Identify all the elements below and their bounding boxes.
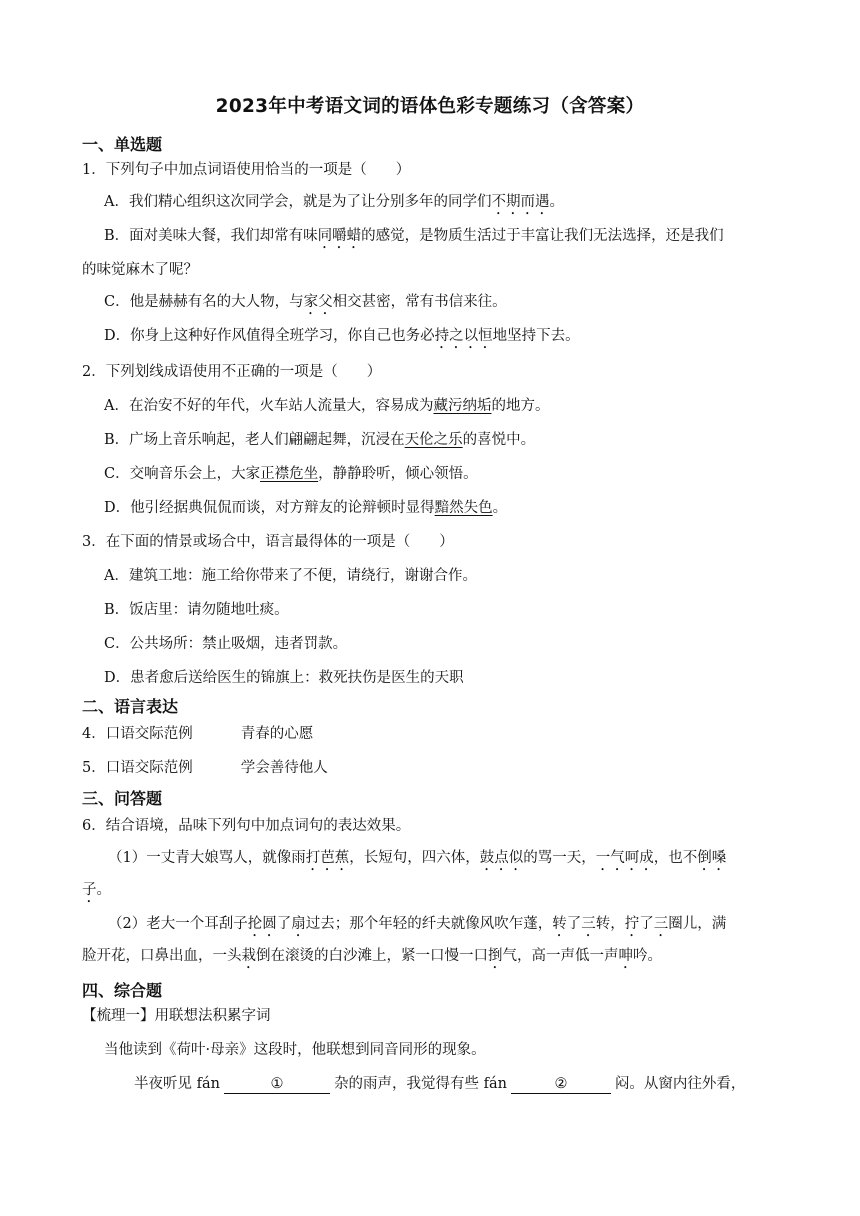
- dotted-word: 家父: [303, 294, 333, 310]
- passage-text: （1）一丈青大娘骂人，就像雨: [108, 850, 306, 866]
- passage-text: 圈儿，满: [668, 916, 727, 932]
- question-2-option-b: [104, 430, 535, 450]
- option-text: 。: [492, 500, 508, 516]
- page-title: 2023年中考语文词的语体色彩专题练习（含答案）: [215, 96, 645, 117]
- dotted-word: 三: [581, 916, 596, 932]
- dotted-word: 子: [82, 882, 97, 898]
- dotted-word: 捯: [488, 948, 503, 964]
- question-1-option-d: [104, 326, 580, 352]
- passage-text: 。: [96, 882, 111, 898]
- option-text: 的感觉，是物质生活过于丰富让我们无法选择，还是我们: [361, 228, 724, 244]
- section-heading-single-choice: 一、单选题: [82, 135, 163, 154]
- dotted-word: 一气呵成: [595, 850, 654, 866]
- option-text: 的地方。: [491, 398, 550, 414]
- option-text: B．面对美味大餐，我们却常有味: [104, 228, 318, 244]
- passage-text: 的骂一天，: [523, 850, 596, 866]
- comprehensive-fill-in-line: [134, 1074, 745, 1094]
- question-1-option-b-continued: 的味觉麻木了呢？: [82, 262, 198, 278]
- underlined-idiom: 黯然失色: [434, 500, 493, 516]
- question-6-passage-1-continued: [82, 880, 111, 906]
- option-text: ，静静聆听，倾心领悟。: [318, 466, 478, 482]
- underlined-idiom: 正襟危坐: [260, 466, 319, 482]
- passage-text: （2）老大一个耳刮子: [108, 916, 248, 932]
- passage-text: 吟。: [633, 948, 662, 964]
- dotted-word: 三: [653, 916, 669, 932]
- passage-text: 倒在滚烫的白沙滩上，紧一口慢一口: [256, 948, 488, 964]
- option-text: C．交响音乐会上，大家: [104, 466, 261, 482]
- question-2-option-a: [104, 396, 549, 416]
- dotted-word: 扇: [291, 916, 306, 932]
- question-3-option-a: A．建筑工地：施工给你带来了不便，请绕行，谢谢合作。: [104, 568, 477, 584]
- passage-text: ，长短句，四六体，: [349, 850, 480, 866]
- dotted-word: 同嚼蜡: [317, 228, 362, 244]
- question-topic: 学会善待他人: [240, 760, 328, 776]
- question-label: 5．口语交际范例: [82, 760, 193, 776]
- passage-text: 转，: [595, 916, 625, 932]
- dotted-word: 栽: [241, 948, 256, 964]
- blank-1[interactable]: ①: [224, 1075, 330, 1094]
- passage-text: 了: [566, 916, 582, 932]
- question-6-passage-1: [108, 848, 726, 874]
- question-6-stem: 6．结合语境，品味下列句中加点词句的表达效果。: [82, 818, 411, 834]
- underlined-idiom: 藏污纳垢: [433, 398, 492, 414]
- question-3-option-c: C．公共场所：禁止吸烟，违者罚款。: [104, 636, 348, 652]
- option-text: 地坚持下去。: [492, 328, 580, 344]
- comprehensive-intro: 当他读到《荷叶·母亲》这段时，他联想到同音同形的现象。: [104, 1042, 486, 1058]
- dotted-word: 抡圆: [247, 916, 277, 932]
- option-text: C．他是赫赫有名的大人物，与: [104, 294, 304, 310]
- section-heading-comprehensive: 四、综合题: [82, 981, 163, 1000]
- question-6-passage-2: [108, 914, 726, 940]
- question-3-option-d: D．患者愈后送给医生的锦旗上：救死扶伤是医生的天职: [104, 670, 464, 686]
- option-text: 。: [549, 194, 564, 210]
- question-1-option-c: [104, 292, 507, 318]
- question-3-stem: 3．在下面的情景或场合中，语言最得体的一项是（ ）: [82, 534, 454, 550]
- question-4: [82, 724, 313, 744]
- dotted-word: 呻: [618, 948, 633, 964]
- option-text: B．广场上音乐响起，老人们翩翩起舞，沉浸在: [104, 432, 405, 448]
- question-label: 4．口语交际范例: [82, 726, 193, 742]
- section-heading-language-expression: 二、语言表达: [82, 697, 179, 716]
- option-text: A．我们精心组织这次同学会，就是为了让分别多年的同学们: [104, 194, 492, 210]
- question-1-stem: 1．下列句子中加点词语使用恰当的一项是（ ）: [82, 162, 411, 178]
- question-6-passage-2-continued: [82, 946, 662, 972]
- passage-text: 杂的雨声，我觉得有些 fán: [333, 1076, 507, 1092]
- option-text: 相交甚密，常有书信来往。: [332, 294, 507, 310]
- dotted-word: 不期而遇: [491, 194, 550, 210]
- comprehensive-tag: 【梳理一】用联想法积累字词: [82, 1008, 271, 1024]
- question-1-option-b: [104, 226, 724, 252]
- dotted-word: 鼓点似: [479, 850, 524, 866]
- underlined-idiom: 天伦之乐: [404, 432, 463, 448]
- passage-text: 闷。从窗内往外看，: [614, 1076, 746, 1092]
- option-text: D．他引经据典侃侃而谈，对方辩友的论辩顿时显得: [104, 500, 435, 516]
- question-2-option-d: [104, 498, 507, 518]
- question-5: [82, 758, 328, 778]
- dotted-word: 转: [552, 916, 567, 932]
- question-1-option-a: [104, 192, 564, 218]
- question-topic: 青春的心愿: [240, 726, 314, 742]
- passage-text: 过去；那个年轻的纤夫就像风吹乍蓬，: [305, 916, 553, 932]
- passage-text: 气，高一声低一声: [502, 948, 619, 964]
- dotted-word: 持之以恒: [434, 328, 493, 344]
- option-text: A．在治安不好的年代，火车站人流量大，容易成为: [104, 398, 434, 414]
- dotted-word: 打芭蕉: [305, 850, 350, 866]
- dotted-word: 倒嗓: [697, 850, 727, 866]
- option-text: D．你身上这种好作风值得全班学习，你自己也务必: [104, 328, 435, 344]
- blank-2[interactable]: ②: [511, 1075, 611, 1094]
- passage-text: 了: [276, 916, 292, 932]
- passage-text: ，也不: [653, 850, 698, 866]
- question-3-option-b: B．饭店里：请勿随地吐痰。: [104, 602, 289, 618]
- section-heading-qa: 三、问答题: [82, 789, 163, 808]
- question-2-stem: 2．下列划线成语使用不正确的一项是（ ）: [82, 364, 382, 380]
- question-2-option-c: [104, 464, 478, 484]
- dotted-word: 拧: [624, 916, 640, 932]
- passage-text: 脸开花，口鼻出血，一头: [82, 948, 242, 964]
- option-text: 的喜悦中。: [462, 432, 536, 448]
- passage-text: 半夜听见 fán: [134, 1076, 220, 1092]
- passage-text: 了: [639, 916, 654, 932]
